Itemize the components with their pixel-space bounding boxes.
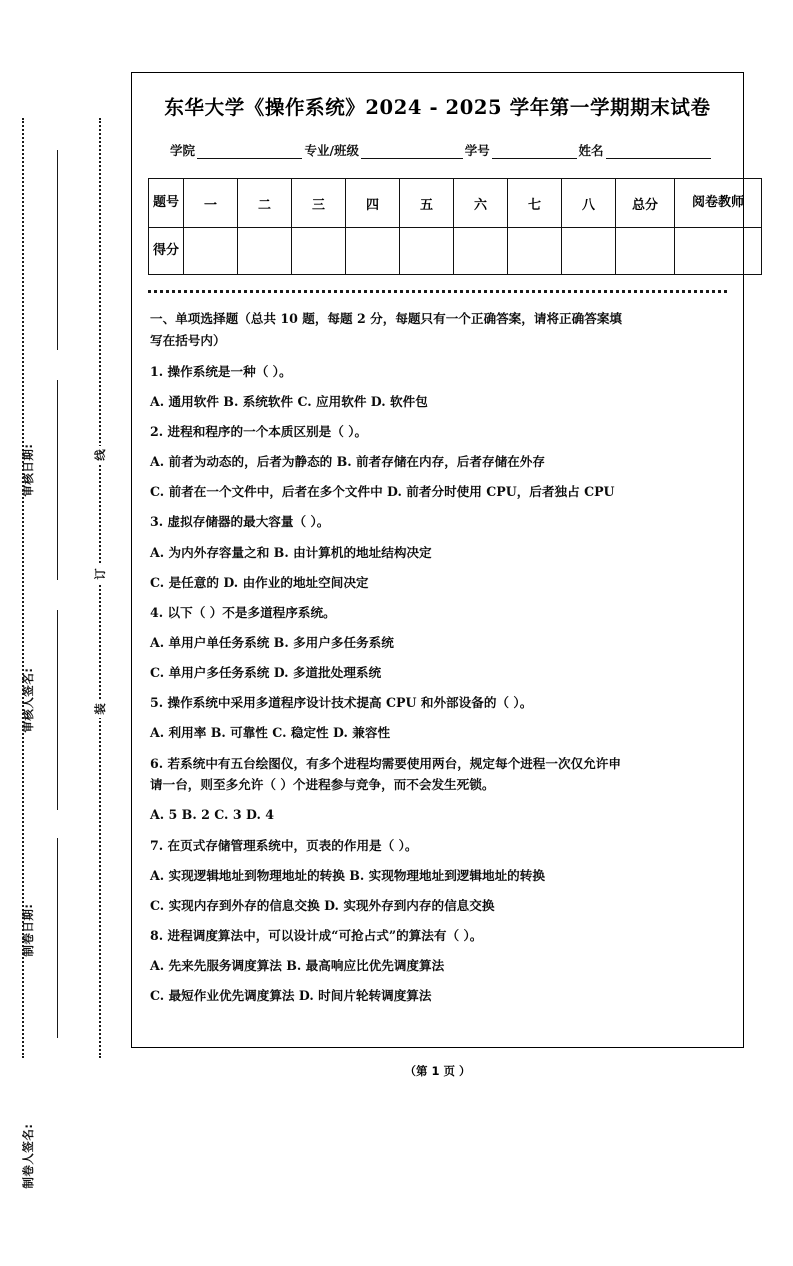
question-1-stem: 1. 操作系统是一种（ ）。 [150,363,292,379]
fold-mark-zhuang: 装 [88,700,112,718]
total-score-cell[interactable] [616,228,675,275]
student-id-input-blank[interactable] [492,145,577,159]
major-class-input-blank[interactable] [361,145,463,159]
question-col-1: 一 [184,179,238,228]
question-3-options-line-1: A. 为内外存容量之和 B. 由计算机的地址结构决定 [150,544,432,560]
paper-setter-signature-label: 制卷人签名: [21,1123,35,1189]
grader-header: 阅卷教师 [675,179,762,228]
question-3-stem: 3. 虚拟存储器的最大容量（ ）。 [150,514,330,530]
question-2-options-line-2: C. 前者在一个文件中，后者在多个文件中 D. 前者分时使用 CPU，后者独占 CPU [150,484,615,500]
question-8-options-line-2: C. 最短作业优先调度算法 D. 时间片轮转调度算法 [150,988,432,1004]
section-heading-line-2: 写在括号内） [150,333,226,349]
score-cell-8[interactable] [562,228,616,275]
score-table [148,178,762,275]
question-6-stem [150,753,725,796]
major-class-label: 专业/班级 [304,143,360,158]
section-heading-line-1: 一、单项选择题（总共 10 题，每题 2 分，每题只有一个正确答案，请将正确答案填 [150,311,623,326]
name-label: 姓名 [578,143,604,158]
exam-paper-frame [131,72,744,1048]
question-5-stem: 5. 操作系统中采用多道程序设计技术提高 CPU 和外部设备的（ ）。 [150,695,533,711]
section-heading [150,308,725,352]
page-footer: （第 1 页 ） [404,1064,471,1078]
question-6-options-line-1: A. 5 B. 2 C. 3 D. 4 [150,807,274,823]
score-cell-2[interactable] [238,228,292,275]
question-col-5: 五 [400,179,454,228]
question-col-3: 三 [292,179,346,228]
review-date-label: 审核日期: [21,443,35,497]
reviewer-signature-label: 审核人签名: [21,667,35,733]
score-cell-6[interactable] [454,228,508,275]
inner-fold-dotted-line [99,118,101,1058]
college-label: 学院 [170,143,196,158]
section-dotted-separator [148,290,727,293]
paper-setting-date-label: 制卷日期: [21,903,35,957]
grader-cell[interactable] [675,228,762,275]
question-number-stub: 题号 [149,179,184,228]
student-identity-line [148,141,727,159]
question-5-options-line-1: A. 利用率 B. 可靠性 C. 稳定性 D. 兼容性 [150,725,391,741]
table-row-question-numbers [149,179,762,228]
score-cell-4[interactable] [346,228,400,275]
question-8-stem: 8. 进程调度算法中，可以设计成“可抢占式”的算法有（ ）。 [150,928,483,944]
score-cell-1[interactable] [184,228,238,275]
question-col-4: 四 [346,179,400,228]
question-4-stem: 4. 以下（ ）不是多道程序系统。 [150,604,336,620]
question-1-options-line-1: A. 通用软件 B. 系统软件 C. 应用软件 D. 软件包 [150,393,428,409]
question-4-options-line-1: A. 单用户单任务系统 B. 多用户多任务系统 [150,634,394,650]
fold-mark-ding: 订 [88,565,112,583]
score-stub: 得分 [149,228,184,275]
margin-rule-1 [57,150,58,350]
question-col-8: 八 [562,179,616,228]
question-7-options-line-1: A. 实现逻辑地址到物理地址的转换 B. 实现物理地址到逻辑地址的转换 [150,867,545,883]
question-8-options-line-1: A. 先来先服务调度算法 B. 最高响应比优先调度算法 [150,958,445,974]
question-col-2: 二 [238,179,292,228]
table-row-scores [149,228,762,275]
margin-rule-2 [57,380,58,580]
question-2-stem: 2. 进程和程序的一个本质区别是（ ）。 [150,423,368,439]
name-input-blank[interactable] [606,145,711,159]
question-col-6: 六 [454,179,508,228]
exam-title: 东华大学《操作系统》2024 - 2025 学年第一学期期末试卷 [164,96,711,119]
total-score-header: 总分 [616,179,675,228]
student-id-label: 学号 [464,143,490,158]
question-6-stem-line-1: 6. 若系统中有五台绘图仪，有多个进程均需要使用两台，规定每个进程一次仅允许申 [150,755,621,771]
question-col-7: 七 [508,179,562,228]
margin-rule-3 [57,610,58,810]
margin-rule-4 [57,838,58,1038]
question-body [148,308,727,1007]
score-cell-7[interactable] [508,228,562,275]
college-input-blank[interactable] [197,145,302,159]
question-4-options-line-2: C. 单用户多任务系统 D. 多道批处理系统 [150,665,382,681]
question-3-options-line-2: C. 是任意的 D. 由作业的地址空间决定 [150,574,369,590]
score-cell-3[interactable] [292,228,346,275]
score-cell-5[interactable] [400,228,454,275]
binding-margin-column [0,0,131,1189]
question-7-stem: 7. 在页式存储管理系统中，页表的作用是（ ）。 [150,837,418,853]
question-2-options-line-1: A. 前者为动态的，后者为静态的 B. 前者存储在内存，后者存储在外存 [150,454,545,470]
question-7-options-line-2: C. 实现内存到外存的信息交换 D. 实现外存到内存的信息交换 [150,897,495,913]
fold-mark-xian: 线 [88,446,112,464]
question-6-stem-line-2: 请一台，则至多允许（ ）个进程参与竞争，而不会发生死锁。 [150,777,495,793]
